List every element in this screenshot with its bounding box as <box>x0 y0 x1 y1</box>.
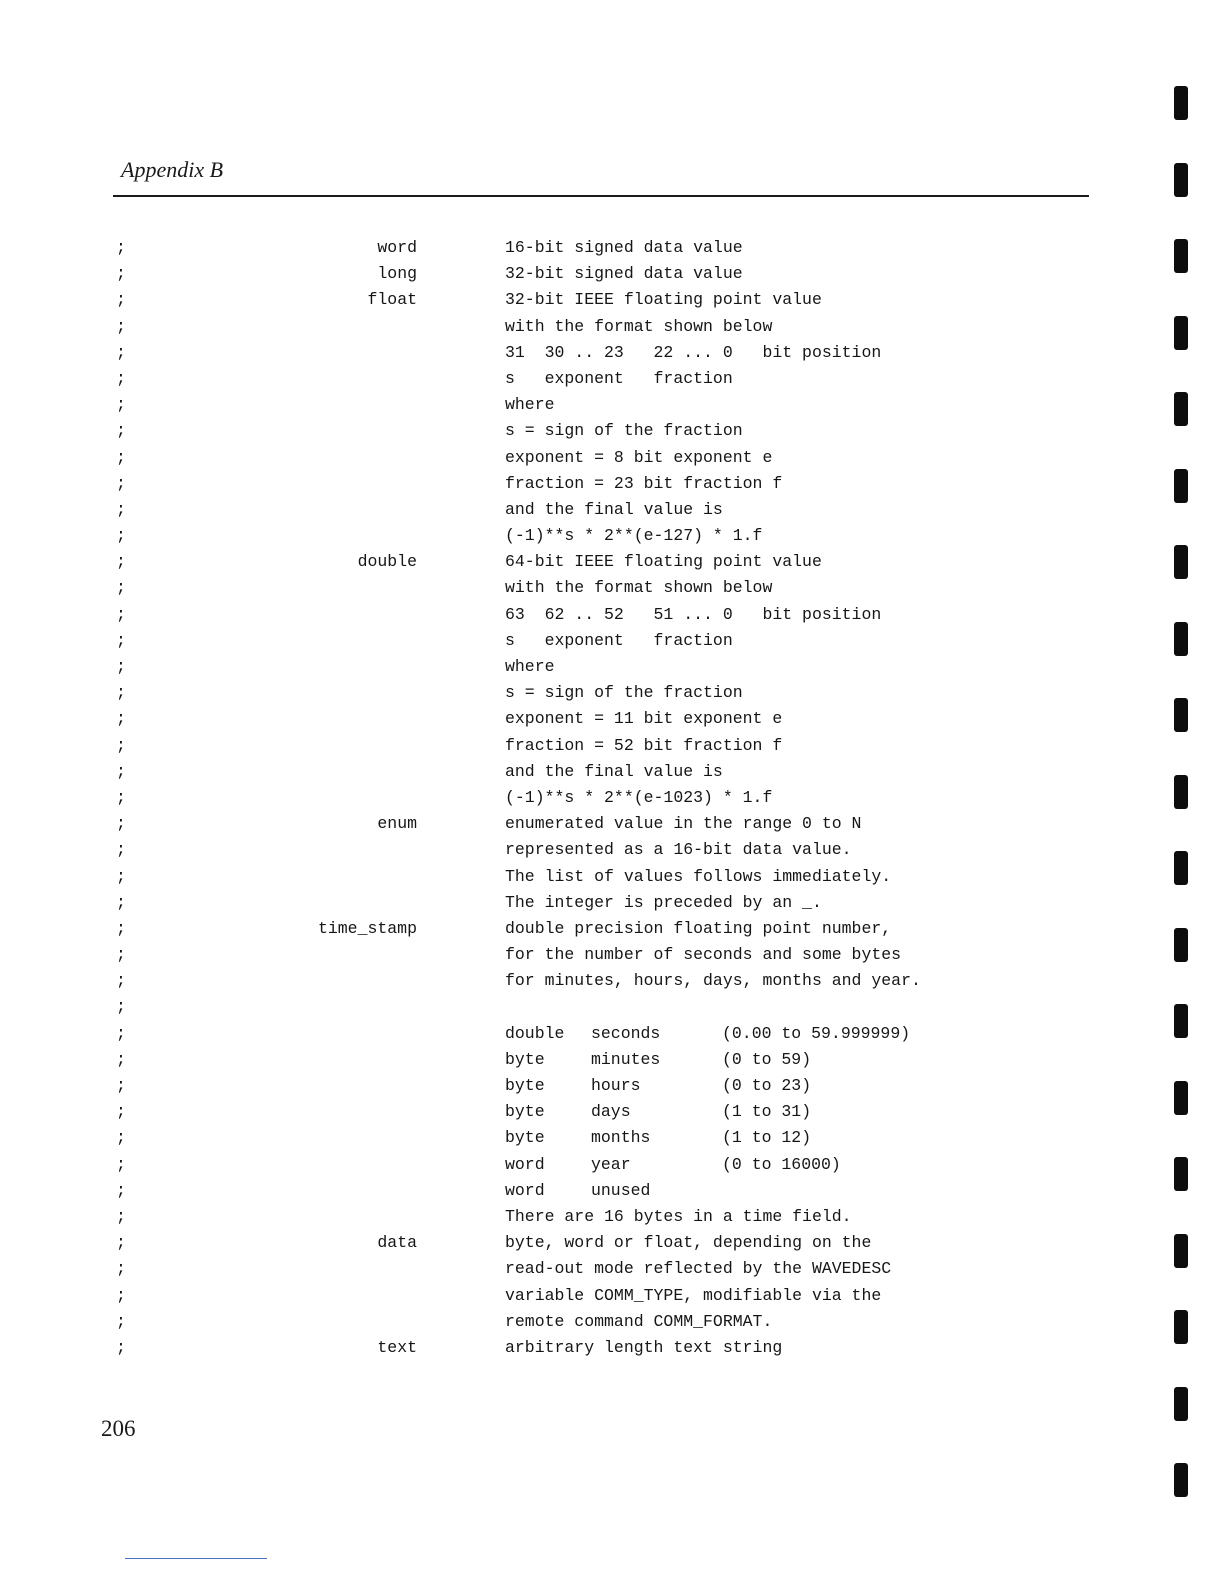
comment-semicolon: ; <box>116 290 126 310</box>
field-description: fraction = 52 bit fraction f <box>505 735 783 755</box>
ts-type: word <box>505 1154 545 1174</box>
ts-type: byte <box>505 1102 545 1122</box>
edge-mark <box>1174 775 1188 809</box>
edge-mark <box>1174 1004 1188 1038</box>
listing-row <box>0 811 1224 837</box>
ts-field: minutes <box>591 1049 661 1069</box>
listing-row <box>0 471 1224 497</box>
comment-semicolon: ; <box>116 552 126 572</box>
listing-row <box>0 287 1224 313</box>
listing-row <box>0 1256 1224 1282</box>
field-description: represented as a 16-bit data value. <box>505 840 852 860</box>
ts-type: byte <box>505 1128 545 1148</box>
time-stamp-table-row <box>0 1099 1224 1125</box>
listing-row <box>0 575 1224 601</box>
field-description: 16-bit signed data value <box>505 238 743 257</box>
comment-semicolon: ; <box>116 578 126 598</box>
listing-row <box>0 733 1224 759</box>
edge-mark <box>1174 698 1188 732</box>
edge-mark <box>1174 1387 1188 1421</box>
field-description: 32-bit IEEE floating point value <box>505 290 822 310</box>
field-description: 31 30 .. 23 22 ... 0 bit position <box>505 342 882 362</box>
edge-mark <box>1174 392 1188 426</box>
ts-range: (1 to 31) <box>722 1102 812 1122</box>
comment-semicolon: ; <box>116 709 126 729</box>
edge-mark <box>1174 1310 1188 1344</box>
comment-semicolon: ; <box>116 1180 126 1200</box>
comment-semicolon: ; <box>116 604 126 624</box>
comment-semicolon: ; <box>116 499 126 519</box>
ts-range: (1 to 12) <box>722 1128 812 1148</box>
time-stamp-table-row <box>0 1178 1224 1204</box>
time-stamp-table-row <box>0 1047 1224 1073</box>
header-rule <box>113 195 1089 197</box>
field-description: The list of values follows immediately. <box>505 866 892 886</box>
comment-semicolon: ; <box>116 761 126 781</box>
ts-field: unused <box>591 1180 651 1200</box>
listing-row <box>0 340 1224 366</box>
field-description: with the format shown below <box>505 316 773 336</box>
time-stamp-table-row <box>0 1125 1224 1151</box>
listing-row <box>0 261 1224 287</box>
edge-mark <box>1174 469 1188 503</box>
field-description: s = sign of the fraction <box>505 421 743 441</box>
ts-type: byte <box>505 1049 545 1069</box>
listing-row <box>0 916 1224 942</box>
field-description: 63 62 .. 52 51 ... 0 bit position <box>505 604 882 624</box>
comment-semicolon: ; <box>116 1233 126 1253</box>
listing-row <box>0 1204 1224 1230</box>
ts-field: days <box>591 1102 631 1122</box>
comment-semicolon: ; <box>116 945 126 965</box>
comment-semicolon: ; <box>116 866 126 886</box>
field-description: for minutes, hours, days, months and year. <box>505 971 921 991</box>
comment-semicolon: ; <box>116 1154 126 1174</box>
field-description: 64-bit IEEE floating point value <box>505 552 822 572</box>
comment-semicolon: ; <box>116 840 126 860</box>
field-description: remote command COMM_FORMAT. <box>505 1311 773 1331</box>
field-description: where <box>505 657 555 676</box>
time-stamp-table-row <box>0 1152 1224 1178</box>
listing-row <box>0 759 1224 785</box>
comment-semicolon: ; <box>116 264 126 284</box>
edge-mark <box>1174 1463 1188 1497</box>
edge-mark <box>1174 928 1188 962</box>
comment-semicolon: ; <box>116 1049 126 1069</box>
comment-semicolon: ; <box>116 630 126 650</box>
field-label: enum <box>377 814 417 834</box>
time-stamp-table-row <box>0 1073 1224 1099</box>
comment-semicolon: ; <box>116 735 126 755</box>
listing-row <box>0 968 1224 994</box>
listing-row <box>0 706 1224 732</box>
edge-index-marks <box>1174 0 1194 1584</box>
comment-semicolon: ; <box>116 1128 126 1148</box>
comment-semicolon: ; <box>116 971 126 991</box>
field-description: double precision floating point number, <box>505 918 892 938</box>
comment-semicolon: ; <box>116 421 126 441</box>
bottom-link-underline <box>125 1558 267 1559</box>
comment-semicolon: ; <box>116 997 126 1017</box>
comment-semicolon: ; <box>116 918 126 938</box>
listing-row <box>0 1230 1224 1256</box>
edge-mark <box>1174 1157 1188 1191</box>
field-description: 32-bit signed data value <box>505 264 743 284</box>
comment-semicolon: ; <box>116 1285 126 1305</box>
field-description: There are 16 bytes in a time field. <box>505 1206 852 1226</box>
ts-range: (0 to 59) <box>722 1049 812 1069</box>
ts-type: word <box>505 1180 545 1200</box>
edge-mark <box>1174 86 1188 120</box>
ts-field: months <box>591 1128 651 1148</box>
listing-row <box>0 654 1224 680</box>
field-label: time_stamp <box>317 918 417 938</box>
field-label: text <box>377 1337 417 1357</box>
code-listing <box>0 235 1224 1361</box>
listing-row <box>0 890 1224 916</box>
field-description: s = sign of the fraction <box>505 683 743 703</box>
comment-semicolon: ; <box>116 447 126 467</box>
edge-mark <box>1174 1081 1188 1115</box>
field-description: exponent = 8 bit exponent e <box>505 447 773 467</box>
comment-semicolon: ; <box>116 657 126 676</box>
listing-row <box>0 366 1224 392</box>
edge-mark <box>1174 622 1188 656</box>
page-number: 206 <box>101 1416 136 1441</box>
field-description: with the format shown below <box>505 578 773 598</box>
comment-semicolon: ; <box>116 1206 126 1226</box>
ts-field: year <box>591 1154 631 1174</box>
field-description: and the final value is <box>505 499 723 519</box>
comment-semicolon: ; <box>116 473 126 493</box>
ts-type: double <box>505 1023 565 1043</box>
page-header-title: Appendix B <box>121 157 224 182</box>
listing-row <box>0 864 1224 890</box>
edge-mark <box>1174 163 1188 197</box>
field-label: data <box>377 1233 417 1253</box>
comment-semicolon: ; <box>116 316 126 336</box>
ts-range: (0 to 23) <box>722 1076 812 1095</box>
comment-semicolon: ; <box>116 238 126 257</box>
field-description: arbitrary length text string <box>505 1337 783 1357</box>
field-description: read-out mode reflected by the WAVEDESC <box>505 1259 892 1279</box>
comment-semicolon: ; <box>116 1076 126 1095</box>
comment-semicolon: ; <box>116 892 126 912</box>
comment-semicolon: ; <box>116 1259 126 1279</box>
edge-mark <box>1174 851 1188 885</box>
ts-range: (0.00 to 59.999999) <box>722 1023 911 1043</box>
comment-semicolon: ; <box>116 1311 126 1331</box>
field-description: s exponent fraction <box>505 630 733 650</box>
ts-field: seconds <box>591 1023 661 1043</box>
listing-row <box>0 628 1224 654</box>
listing-row <box>0 602 1224 628</box>
field-label: double <box>357 552 417 572</box>
listing-row <box>0 418 1224 444</box>
comment-semicolon: ; <box>116 683 126 703</box>
ts-range: (0 to 16000) <box>722 1154 841 1174</box>
edge-mark <box>1174 316 1188 350</box>
listing-row <box>0 392 1224 418</box>
edge-mark <box>1174 1234 1188 1268</box>
listing-row <box>0 1283 1224 1309</box>
field-description: for the number of seconds and some bytes <box>505 945 902 965</box>
field-description: enumerated value in the range 0 to N <box>505 814 862 834</box>
listing-row <box>0 785 1224 811</box>
comment-semicolon: ; <box>116 1102 126 1122</box>
listing-row <box>0 445 1224 471</box>
field-label: long <box>377 264 417 284</box>
comment-semicolon: ; <box>116 342 126 362</box>
field-description: and the final value is <box>505 761 723 781</box>
listing-row <box>0 680 1224 706</box>
field-description: variable COMM_TYPE, modifiable via the <box>505 1285 882 1305</box>
listing-row <box>0 523 1224 549</box>
comment-semicolon: ; <box>116 1337 126 1357</box>
ts-type: byte <box>505 1076 545 1095</box>
edge-mark <box>1174 545 1188 579</box>
field-description: where <box>505 395 555 415</box>
listing-row <box>0 549 1224 575</box>
edge-mark <box>1174 239 1188 273</box>
ts-field: hours <box>591 1076 641 1095</box>
listing-row <box>0 837 1224 863</box>
listing-row <box>0 1335 1224 1361</box>
listing-row <box>0 942 1224 968</box>
comment-semicolon: ; <box>116 395 126 415</box>
field-description: The integer is preceded by an _. <box>505 892 822 912</box>
field-label: word <box>377 238 417 257</box>
comment-semicolon: ; <box>116 526 126 546</box>
time-stamp-table-row <box>0 1021 1224 1047</box>
field-description: (-1)**s * 2**(e-1023) * 1.f <box>505 787 773 807</box>
listing-row <box>0 314 1224 340</box>
comment-semicolon: ; <box>116 1023 126 1043</box>
comment-semicolon: ; <box>116 814 126 834</box>
field-label: float <box>367 290 417 310</box>
listing-row <box>0 1309 1224 1335</box>
field-description: s exponent fraction <box>505 368 733 388</box>
field-description: exponent = 11 bit exponent e <box>505 709 783 729</box>
field-description: byte, word or float, depending on the <box>505 1233 872 1253</box>
comment-semicolon: ; <box>116 787 126 807</box>
comment-semicolon: ; <box>116 368 126 388</box>
field-description: (-1)**s * 2**(e-127) * 1.f <box>505 526 763 546</box>
listing-row <box>0 497 1224 523</box>
listing-row <box>0 994 1224 1020</box>
listing-row <box>0 235 1224 261</box>
field-description: fraction = 23 bit fraction f <box>505 473 783 493</box>
